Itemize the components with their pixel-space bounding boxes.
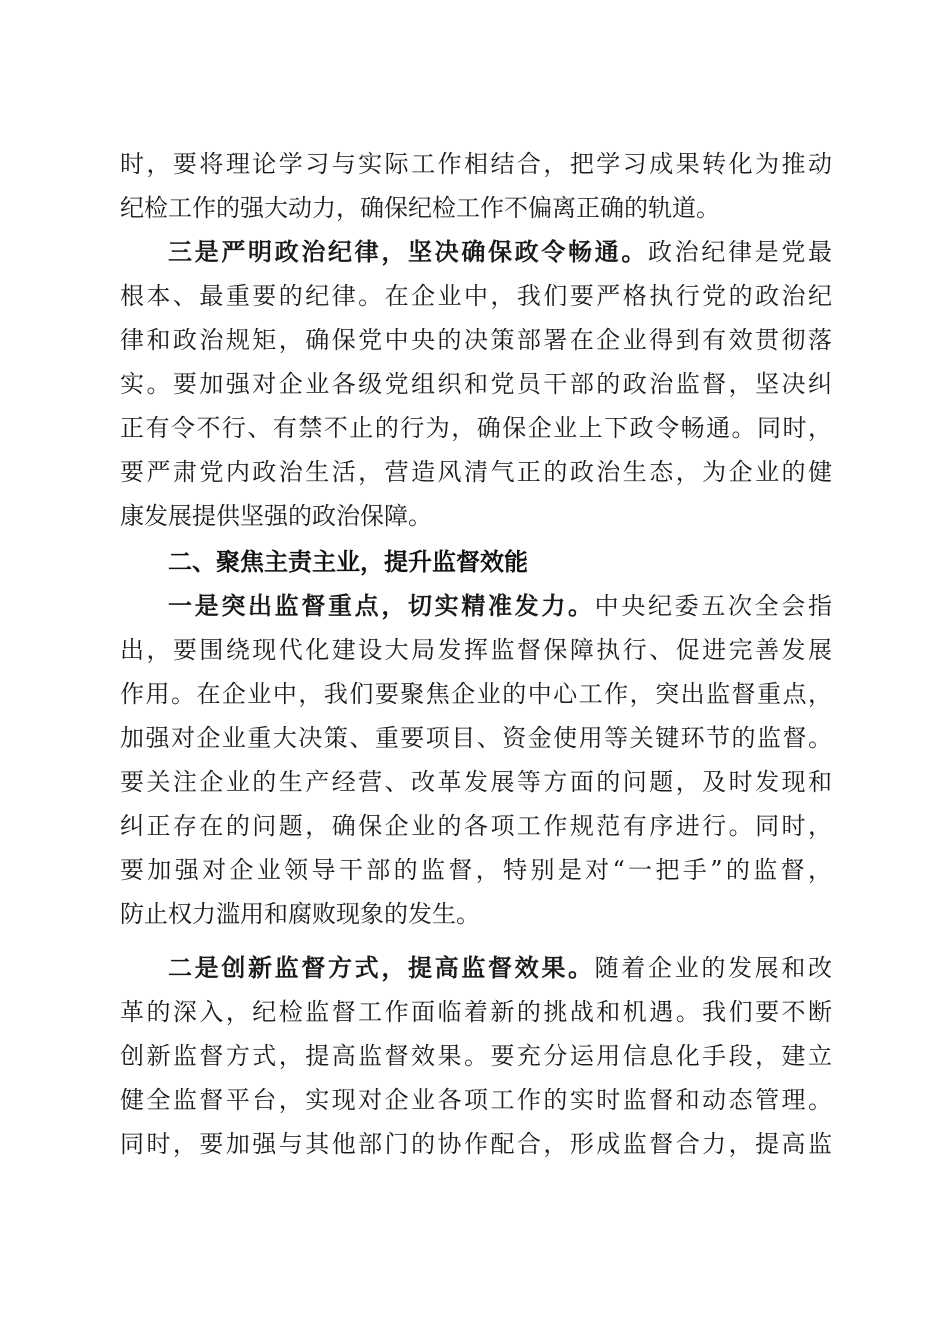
paragraph-line: 要加强对企业领导干部的监督，特别是对“一把手”的监督，: [120, 856, 832, 884]
paragraph-lead: 二是创新监督方式，提高监督效果。: [168, 954, 595, 982]
paragraph-line: 康发展提供坚强的政治保障。: [120, 502, 432, 530]
paragraph-line: 作用。在企业中，我们要聚焦企业的中心工作，突出监督重点，: [120, 680, 832, 708]
paragraph-line: 健全监督平台，实现对企业各项工作的实时监督和动态管理。: [120, 1086, 832, 1114]
paragraph-line: 创新监督方式，提高监督效果。要充分运用信息化手段，建立: [120, 1042, 832, 1070]
paragraph-line: 纪检工作的强大动力，确保纪检工作不偏离正确的轨道。: [120, 194, 720, 222]
paragraph-line: 正有令不行、有禁不止的行为，确保企业上下政令畅通。同时，: [120, 414, 832, 442]
paragraph-first-line: [168, 952, 832, 984]
paragraph-line: 纠正存在的问题，确保企业的各项工作规范有序进行。同时，: [120, 812, 832, 840]
paragraph-line: 根本、最重要的纪律。在企业中，我们要严格执行党的政治纪: [120, 282, 832, 310]
paragraph-first-line: [168, 236, 832, 268]
section-heading: 二、聚焦主责主业，提升监督效能: [168, 548, 528, 576]
paragraph-lead: 一是突出监督重点，切实精准发力。: [168, 592, 595, 620]
paragraph-line: 时，要将理论学习与实际工作相结合，把学习成果转化为推动: [120, 150, 832, 178]
paragraph-line: 同时，要加强与其他部门的协作配合，形成监督合力，提高监: [120, 1130, 832, 1158]
paragraph-line: 律和政治规矩，确保党中央的决策部署在企业得到有效贯彻落: [120, 326, 832, 354]
paragraph-first-rest: 中央纪委五次全会指: [594, 592, 833, 620]
paragraph-first-line: [168, 590, 832, 622]
paragraph-first-rest: 政治纪律是党最: [648, 238, 832, 266]
paragraph-line: 革的深入，纪检监督工作面临着新的挑战和机遇。我们要不断: [120, 998, 832, 1026]
paragraph-line: 实。要加强对企业各级党组织和党员干部的政治监督，坚决纠: [120, 370, 832, 398]
paragraph-line: 防止权力滥用和腐败现象的发生。: [120, 900, 480, 928]
paragraph-lead: 三是严明政治纪律，坚决确保政令畅通。: [168, 238, 648, 266]
paragraph-line: 加强对企业重大决策、重要项目、资金使用等关键环节的监督。: [120, 724, 832, 752]
paragraph-line: 出，要围绕现代化建设大局发挥监督保障执行、促进完善发展: [120, 636, 832, 664]
paragraph-first-rest: 随着企业的发展和改: [594, 954, 833, 982]
paragraph-line: 要严肃党内政治生活，营造风清气正的政治生态，为企业的健: [120, 458, 832, 486]
paragraph-line: 要关注企业的生产经营、改革发展等方面的问题，及时发现和: [120, 768, 832, 796]
